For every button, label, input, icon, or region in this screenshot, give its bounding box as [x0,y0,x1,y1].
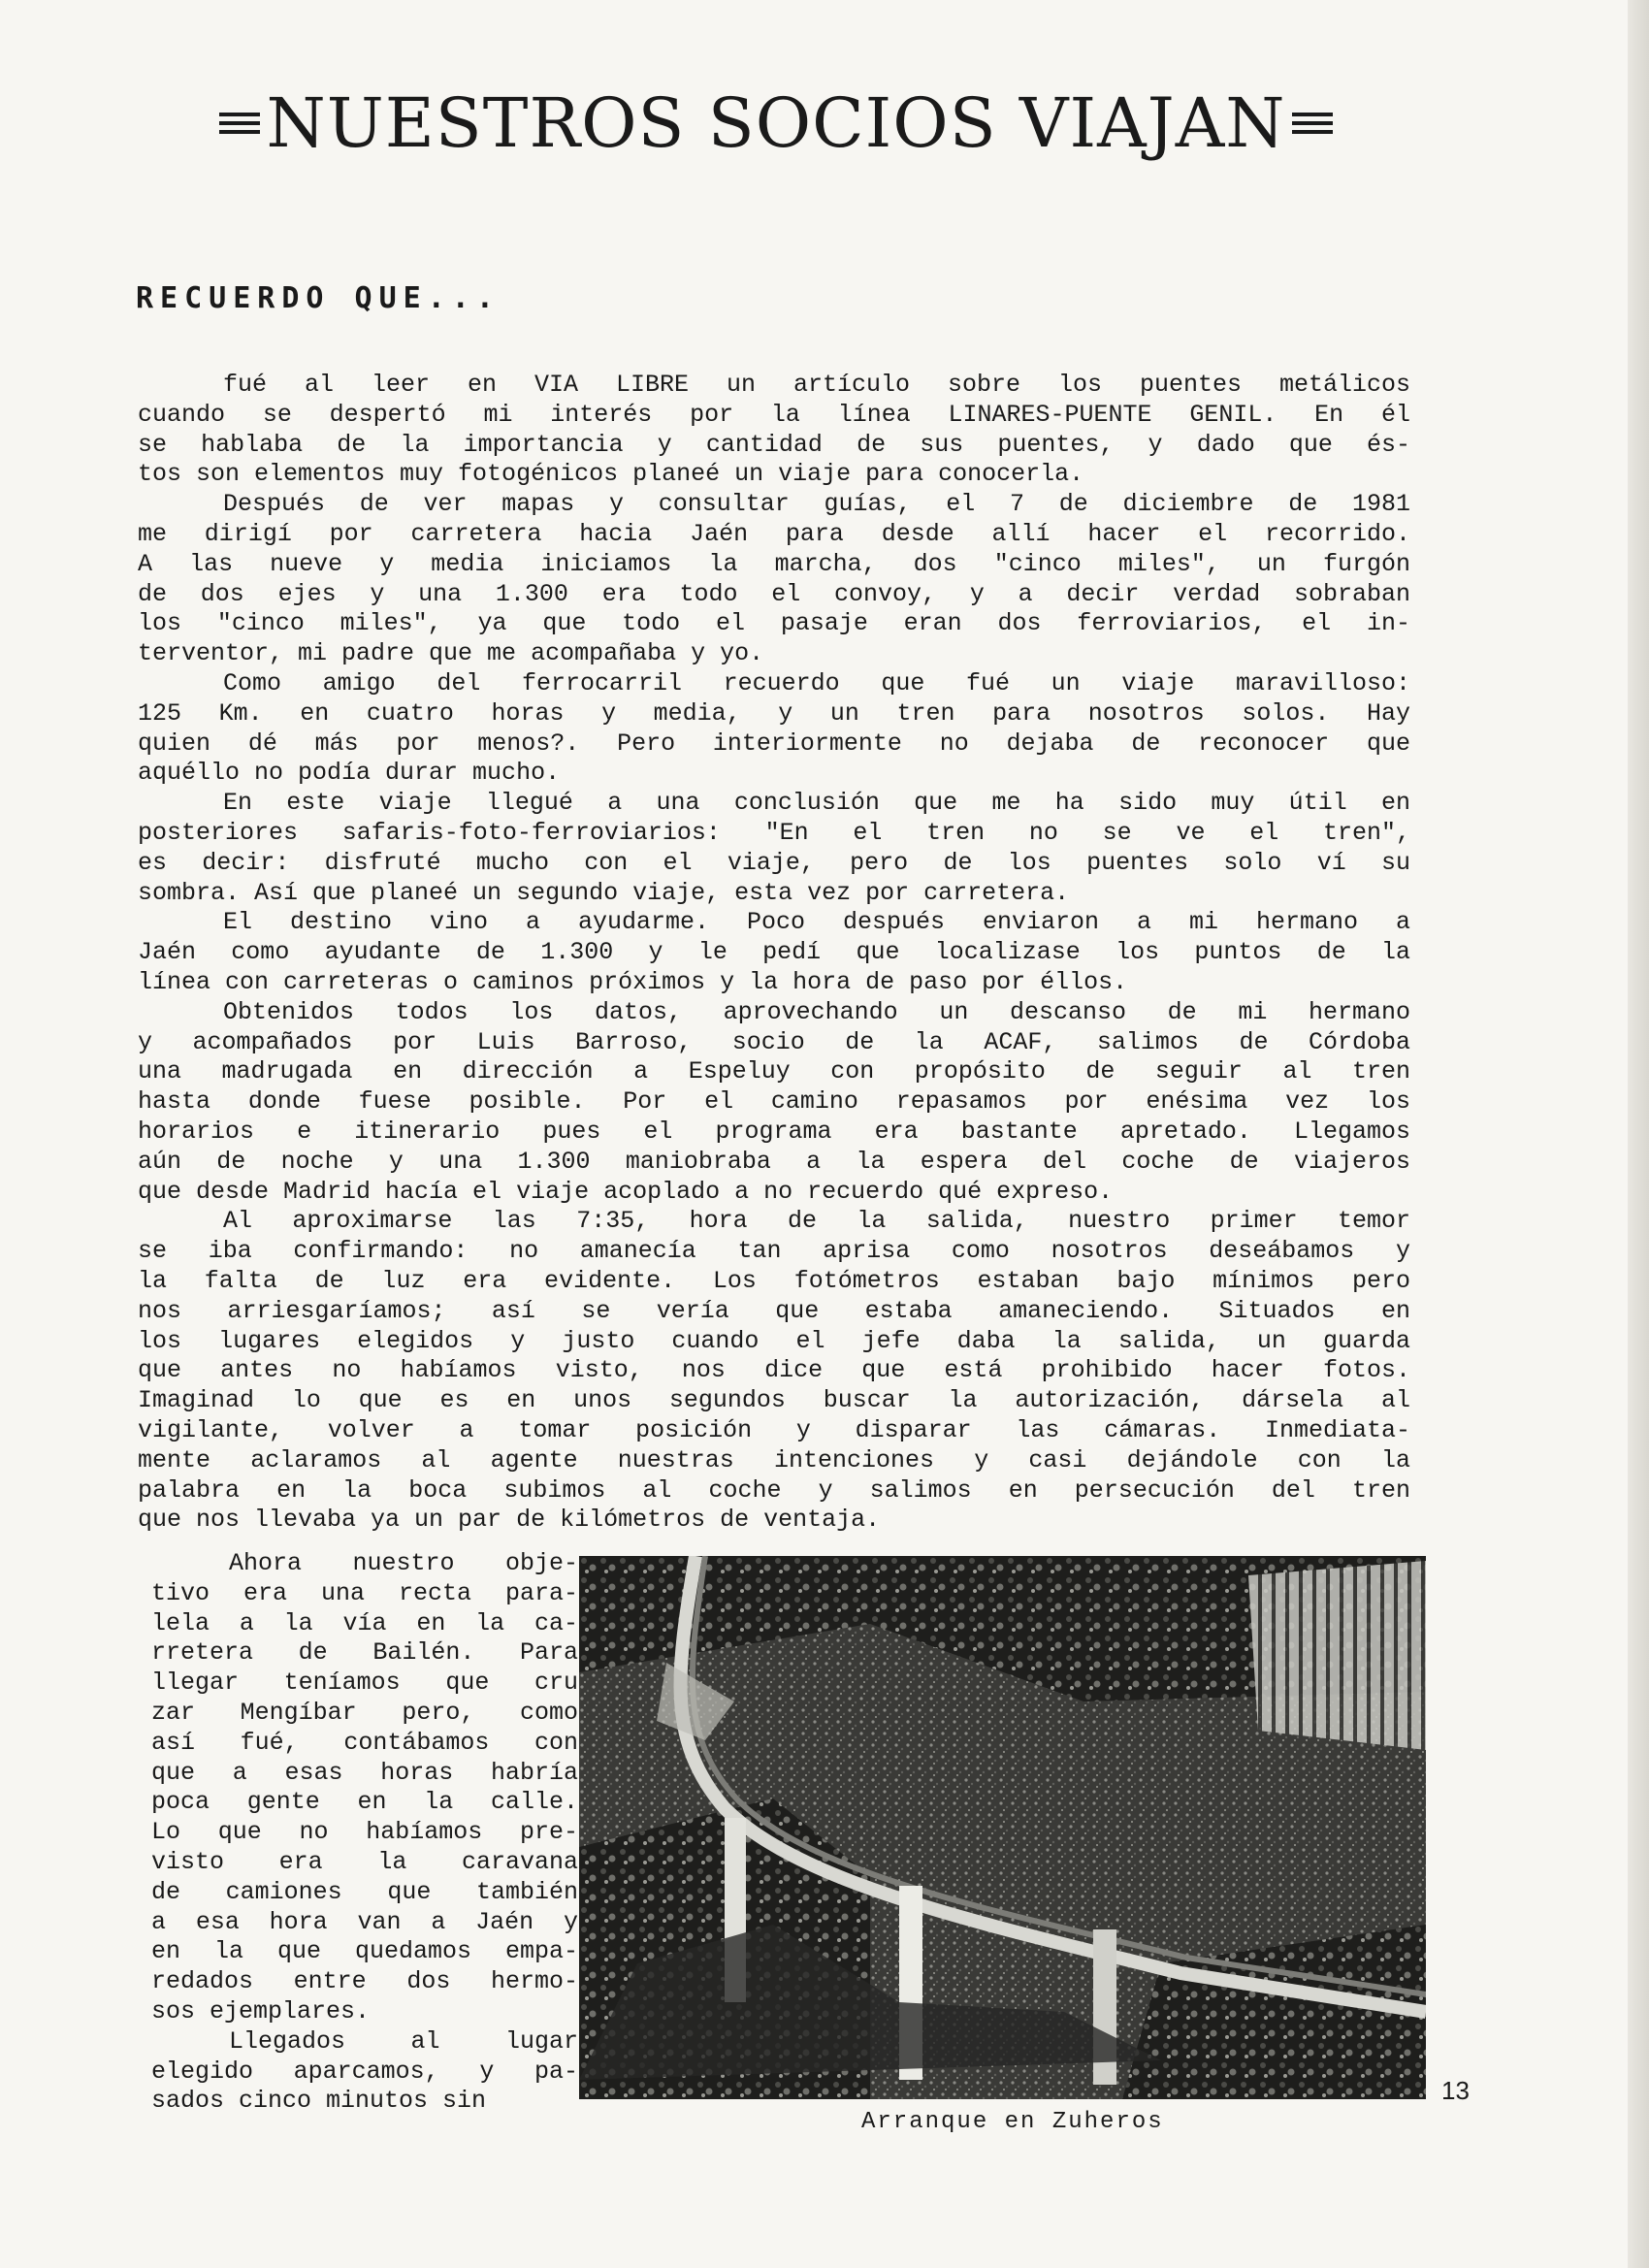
body-line: hasta donde fuese posible. Por el camino repasamos por enésima vez los [138,1087,1410,1117]
wrap-line: lela a la vía en la ca- [151,1608,578,1637]
wrap-line: Ahora nuestro obje- [229,1549,578,1577]
wrap-line: que a esas horas habría [151,1758,578,1787]
body-line: de dos ejes y una 1.300 era todo el convoy, y a decir verdad sobraban [138,579,1410,608]
body-line: Después de ver mapas y consultar guías, el 7 de diciembre de 1981 [223,490,1410,519]
body-line: que nos llevaba ya un par de kilómetros de ventaja. [138,1506,881,1535]
page-edge [1628,0,1649,2268]
body-line: una madrugada en dirección a Espeluy con propósito de seguir al tren [138,1057,1410,1086]
body-line: aún de noche y una 1.300 maniobraba a la espera del coche de viajeros [138,1147,1410,1176]
body-line: cuando se despertó mi interés por la línea LINARES-PUENTE GENIL. En él [138,400,1410,429]
wrap-line: elegido aparcamos, y pa- [151,2057,578,2086]
body-line: A las nueve y media iniciamos la marcha, dos "cinco miles", un furgón [138,549,1410,578]
body-line: Obtenidos todos los datos, aprovechando un descanso de mi hermano [223,997,1410,1026]
body-line: línea con carreteras o caminos próximos y la hora de paso por éllos. [138,968,1128,996]
wrap-line: sos ejemplares. [151,1997,371,2025]
body-line: terventor, mi padre que me acompañaba y yo. [138,639,764,668]
wrap-line: así fué, contábamos con [151,1728,578,1757]
body-line: que desde Madrid hacía el viaje acoplado a no recuerdo qué expreso. [138,1177,1114,1206]
body-line: palabra en la boca subimos al coche y salimos en persecución del tren [138,1475,1410,1505]
body-line: los lugares elegidos y justo cuando el jefe daba la salida, un guarda [138,1326,1410,1355]
wrap-line: poca gente en la calle. [151,1788,578,1817]
body-line: quien dé más por menos?. Pero interiormente no dejaba de reconocer que [138,729,1410,758]
body-line: y acompañados por Luis Barroso, socio de la ACAF, salimos de Córdoba [138,1027,1410,1056]
body-line: posteriores safaris-foto-ferroviarios: "En el tren no se ve el tren", [138,819,1410,847]
body-line: En este viaje llegué a una conclusión que me ha sido muy útil en [223,789,1410,818]
wrap-line: a esa hora van a Jaén y [151,1907,578,1936]
body-line: se hablaba de la importancia y cantidad de sus puentes, y dado que és- [138,430,1410,459]
wrap-line: rretera de Bailén. Para [151,1638,578,1668]
body-line: tos son elementos muy fotogénicos planeé un viaje para conocerla. [138,460,1084,489]
wrap-line: llegar teníamos que cru [151,1669,578,1698]
wrap-line: redados entre dos hermo- [151,1967,578,1996]
body-line: mente aclaramos al agente nuestras intenciones y casi dejándole con la [138,1445,1410,1474]
wrap-line: tivo era una recta para- [151,1578,578,1607]
body-line: es decir: disfruté mucho con el viaje, pero de los puentes solo ví su [138,848,1410,877]
body-line: que antes no habíamos visto, nos dice que está prohibido hacer fotos. [138,1356,1410,1385]
body-line: me dirigí por carretera hacia Jaén para desde allí hacer el recorrido. [138,520,1410,548]
wrap-line: visto era la caravana [151,1848,578,1876]
section-heading: RECUERDO QUE... [136,281,501,315]
page-title: NUESTROS SOCIOS VIAJAN [266,83,1286,163]
body-line: Como amigo del ferrocarril recuerdo que fué un viaje maravilloso: [223,669,1410,697]
body-line: nos arriesgaríamos; así se vería que estaba amaneciendo. Situados en [138,1296,1410,1325]
title-rule-left [219,108,260,139]
title-rule-right [1292,108,1333,139]
wrap-line: sados cinco minutos sin [151,2087,487,2116]
photo-caption: Arranque en Zuheros [861,2109,1164,2135]
body-line: aquéllo no podía durar mucho. [138,759,561,788]
body-line: sombra. Así que planeé un segundo viaje, esta vez por carretera. [138,878,1070,907]
body-line: se iba confirmando: no amanecía tan aprisa como nosotros deseábamos y [138,1237,1410,1266]
body-line: Jaén como ayudante de 1.300 y le pedí que localizase los puntos de la [138,938,1410,967]
wrap-line: Llegados al lugar [229,2026,578,2056]
wrap-line: en la que quedamos empa- [151,1937,578,1966]
wrap-line: zar Mengíbar pero, como [151,1699,578,1727]
page-number: 13 [1441,2076,1470,2105]
wrap-line: de camiones que también [151,1877,578,1906]
body-line: Imaginad lo que es en unos segundos buscar la autorización, dársela al [138,1386,1410,1415]
page-header [213,80,1339,167]
body-line: vigilante, volver a tomar posición y disparar las cámaras. Inmediata- [138,1416,1410,1444]
body-line: los "cinco miles", ya que todo el pasaje eran dos ferroviarios, el in- [138,609,1410,638]
body-line: la falta de luz era evidente. Los fotómetros estaban bajo mínimos pero [138,1267,1410,1295]
bridge-photo [579,1556,1426,2099]
body-line: Al aproximarse las 7:35, hora de la salida, nuestro primer temor [223,1207,1410,1236]
body-line: El destino vino a ayudarme. Poco después enviaron a mi hermano a [223,908,1410,937]
body-line: 125 Km. en cuatro horas y media, y un tren para nosotros solos. Hay [138,698,1410,728]
bridge-photo-graphic [579,1556,1426,2099]
body-line: fué al leer en VIA LIBRE un artículo sobre los puentes metálicos [223,371,1410,399]
wrap-line: Lo que no habíamos pre- [151,1818,578,1847]
body-line: horarios e itinerario pues el programa era bastante apretado. Llegamos [138,1118,1410,1146]
